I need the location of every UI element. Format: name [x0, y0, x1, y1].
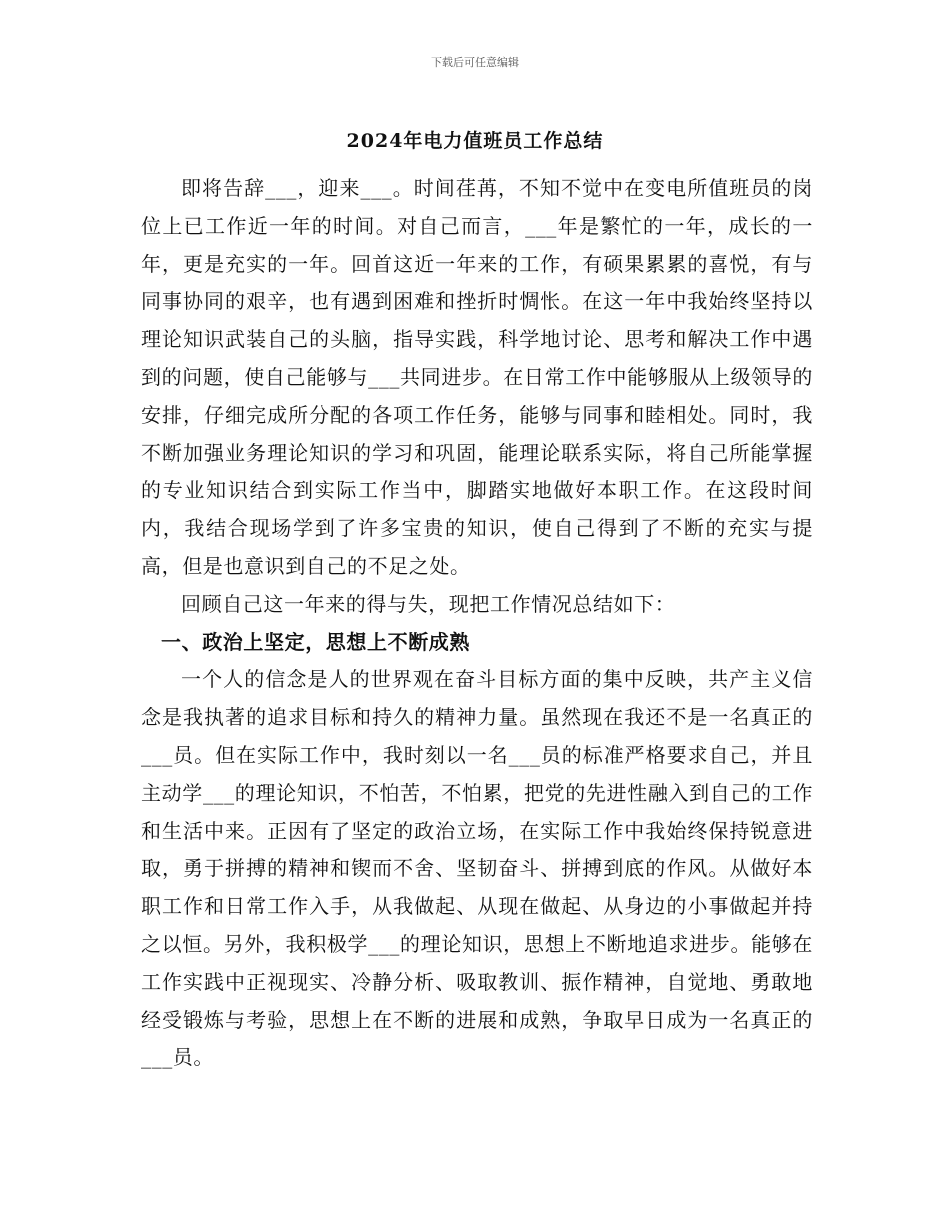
header-note: 下载后可任意编辑: [431, 56, 519, 69]
document-body: [141, 170, 813, 1077]
paragraph-review: 回顾自己这一年来的得与失，现把工作情况总结如下：: [181, 591, 676, 616]
document-title: 2024年电力值班员工作总结: [346, 130, 604, 152]
paragraph-intro: 即将告辞___，迎来___。时间荏苒，不知不觉中在变电所值班员的岗位上已工作近一年的时间。对自己而言，___年是繁忙的一年，成长的一年，更是充实的一年。回首这近一年来的工作，有硕果累累的喜悦，有与同事协同的艰辛，也有遇到困难和挫折时惆怅。在这一年中我始终坚持以理论知识武装自己的头脑，指导实践，科学地讨论、思考和解决工作中遇到的问题，使自己能够与___共同进步。在日常工作中能够服从上级领导的安排，仔细完成所分配的各项工作任务，能够与同事和睦相处。同时，我不断加强业务理论知识的学习和巩固，能理论联系实际，将自己所能掌握的专业知识结合到实际工作当中，脚踏实地做好本职工作。在这段时间内，我结合现场学到了许多宝贵的知识，使自己得到了不断的充实与提高，但是也意识到自己的不足之处。: [141, 176, 813, 578]
paragraph-section-1: 一个人的信念是人的世界观在奋斗目标方面的集中反映，共产主义信念是我执著的追求目标和持久的精神力量。虽然现在我还不是一名真正的___员。但在实际工作中，我时刻以一名___员的标准严格要求自己，并且主动学___的理论知识，不怕苦，不怕累，把党的先进性融入到自己的工作和生活中来。正因有了坚定的政治立场，在实际工作中我始终保持锐意进取，勇于拼搏的精神和锲而不舍、坚韧奋斗、拼搏到底的作风。从做好本职工作和日常工作入手，从我做起、从现在做起、从身边的小事做起并持之以恒。另外，我积极学___的理论知识，思想上不断地追求进步。能够在工作实践中正视现实、冷静分析、吸取教训、振作精神，自觉地、勇敢地经受锻炼与考验，思想上在不断的进展和成熟，争取早日成为一名真正的___员。: [141, 667, 813, 1070]
section-heading-1: 一、政治上坚定，思想上不断成熟: [161, 629, 470, 654]
